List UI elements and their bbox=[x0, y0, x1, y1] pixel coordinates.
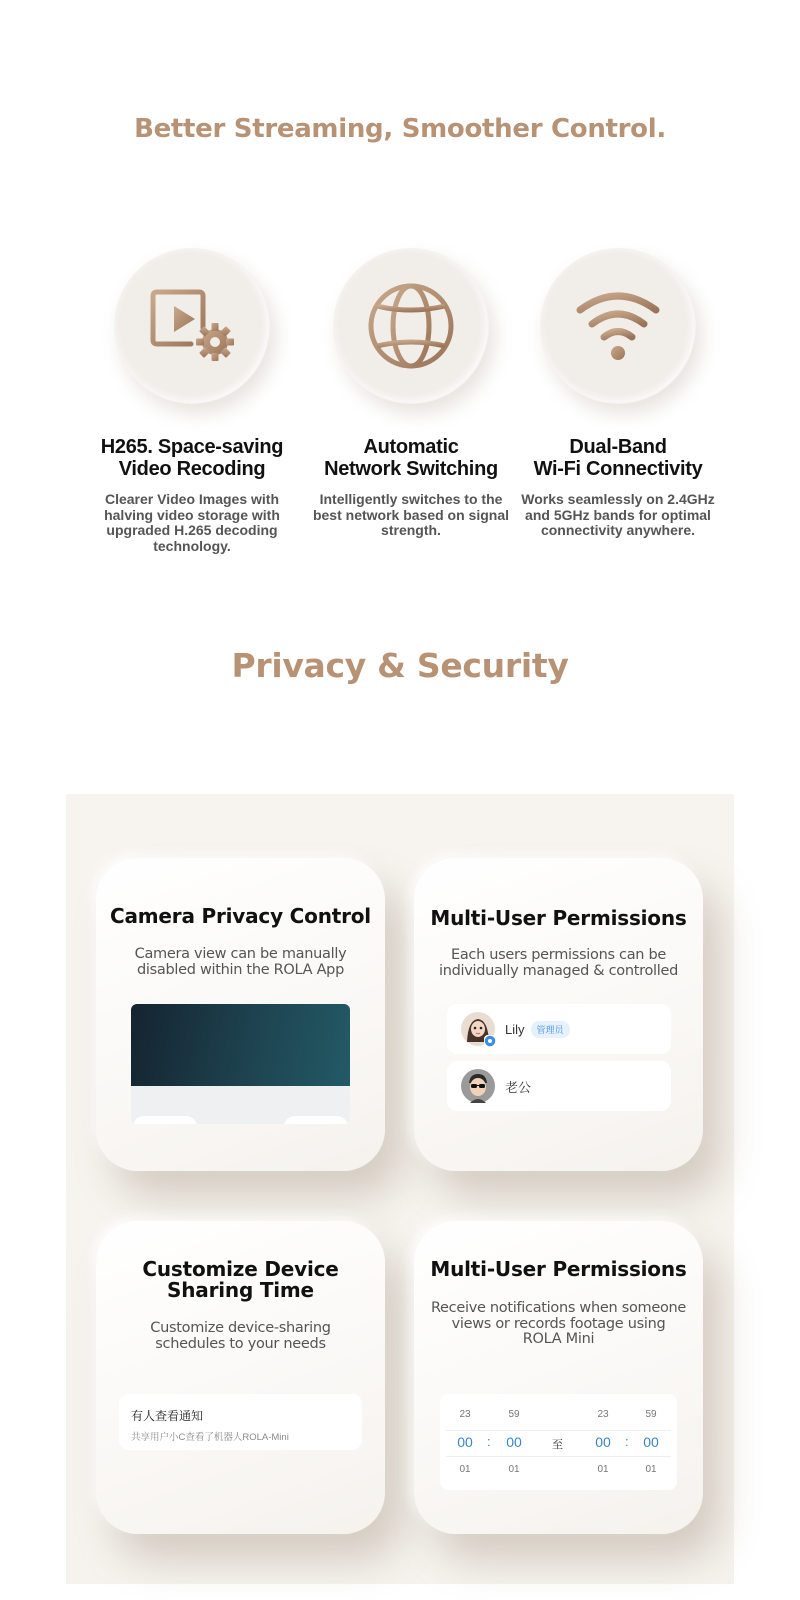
card-description-line: Each users permissions can be bbox=[450, 947, 667, 963]
card-title: Camera Privacy Control bbox=[110, 904, 371, 928]
card-description bbox=[414, 1301, 703, 1348]
card-description-line: Camera view can be manually bbox=[134, 946, 347, 962]
start-minute-prev[interactable]: 59 bbox=[508, 1409, 520, 1420]
avatar-male-icon bbox=[461, 1069, 495, 1103]
feature-icon-circle bbox=[333, 248, 489, 404]
admin-badge: 管理员 bbox=[531, 1021, 570, 1038]
notification-card[interactable] bbox=[119, 1394, 362, 1450]
admin-badge-icon bbox=[484, 1035, 496, 1047]
feature-title-line1: H265. Space-saving bbox=[100, 436, 284, 458]
feature-title-line2: Video Recoding bbox=[118, 458, 266, 480]
card-title-line: Customize Device bbox=[142, 1257, 339, 1281]
feature-dual-band-wifi bbox=[513, 248, 723, 539]
feature-description: Works seamlessly on 2.4GHz and 5GHz bands for optimal connectivity anywhere. bbox=[521, 491, 715, 538]
wifi-icon bbox=[573, 286, 663, 366]
camera-screen bbox=[131, 1004, 350, 1086]
card-title bbox=[96, 1259, 385, 1301]
start-hour-prev[interactable]: 23 bbox=[459, 1409, 471, 1420]
feature-video-recoding bbox=[87, 248, 297, 554]
time-separator: : bbox=[625, 1434, 629, 1449]
card-description-line: Receive notifications when someone bbox=[430, 1300, 687, 1316]
user-row-lily[interactable] bbox=[447, 1004, 671, 1054]
camera-control-button[interactable] bbox=[133, 1116, 197, 1124]
card-description bbox=[414, 948, 703, 979]
card-sharing-time bbox=[96, 1221, 385, 1534]
feature-title bbox=[513, 436, 723, 480]
end-minute-prev[interactable]: 59 bbox=[645, 1409, 657, 1420]
card-description-line: ROLA Mini bbox=[522, 1331, 595, 1347]
card-notifications bbox=[414, 1221, 703, 1534]
feature-description: Clearer Video Images with halving video storage with upgraded H.265 decoding technology. bbox=[104, 491, 280, 554]
globe-icon bbox=[366, 281, 456, 371]
end-minute-next[interactable]: 01 bbox=[645, 1464, 657, 1475]
card-description-line: Customize device-sharing bbox=[150, 1320, 331, 1336]
card-title: Multi-User Permissions bbox=[430, 1257, 687, 1281]
feature-icon-circle bbox=[114, 248, 270, 404]
start-hour-next[interactable]: 01 bbox=[459, 1464, 471, 1475]
end-hour-prev[interactable]: 23 bbox=[597, 1409, 609, 1420]
feature-title-line1: Dual-Band bbox=[569, 436, 667, 458]
time-range-picker[interactable] bbox=[440, 1394, 677, 1490]
notification-message: 共享用户小C查看了机器人ROLA-Mini bbox=[131, 1432, 289, 1443]
card-description-line: schedules to your needs bbox=[155, 1335, 326, 1352]
feature-title-line2: Network Switching bbox=[324, 458, 498, 480]
video-settings-icon bbox=[147, 286, 237, 366]
end-hour-next[interactable]: 01 bbox=[597, 1464, 609, 1475]
end-minute[interactable]: 00 bbox=[643, 1434, 659, 1450]
feature-description: Intelligently switches to the best network based on signal strength. bbox=[312, 491, 510, 538]
camera-control-button[interactable] bbox=[284, 1116, 348, 1124]
notification-title: 有人查看通知 bbox=[131, 1409, 204, 1423]
picker-divider bbox=[446, 1456, 671, 1457]
card-description-line: individually managed & controlled bbox=[438, 962, 679, 979]
card-camera-privacy bbox=[96, 858, 385, 1171]
card-description-line: disabled within the ROLA App bbox=[137, 961, 344, 978]
card-multi-user-permissions bbox=[414, 858, 703, 1171]
user-name: Lily bbox=[505, 1021, 525, 1037]
avatar bbox=[461, 1069, 495, 1103]
card-description bbox=[96, 947, 385, 978]
picker-divider bbox=[446, 1430, 671, 1431]
feature-title-line1: Automatic bbox=[363, 436, 459, 458]
end-hour[interactable]: 00 bbox=[595, 1434, 611, 1450]
start-minute-next[interactable]: 01 bbox=[508, 1464, 520, 1475]
section-title-privacy: Privacy & Security bbox=[231, 646, 569, 685]
start-hour[interactable]: 00 bbox=[457, 1434, 473, 1450]
feature-title bbox=[87, 436, 297, 480]
feature-title bbox=[306, 436, 516, 480]
feature-network-switching bbox=[306, 248, 516, 539]
start-minute[interactable]: 00 bbox=[506, 1434, 522, 1450]
camera-preview bbox=[131, 1004, 350, 1124]
card-title-line: Sharing Time bbox=[167, 1278, 314, 1302]
user-row-husband[interactable] bbox=[447, 1061, 671, 1111]
card-description-line: views or records footage using bbox=[451, 1315, 666, 1332]
avatar bbox=[461, 1012, 495, 1046]
card-title: Multi-User Permissions bbox=[430, 906, 687, 930]
section-title-streaming: Better Streaming, Smoother Control. bbox=[134, 114, 666, 144]
time-separator: : bbox=[487, 1434, 491, 1449]
card-description bbox=[96, 1321, 385, 1352]
user-name: 老公 bbox=[505, 1079, 532, 1095]
to-label: 至 bbox=[552, 1439, 563, 1451]
feature-title-line2: Wi-Fi Connectivity bbox=[533, 458, 703, 480]
feature-icon-circle bbox=[540, 248, 696, 404]
